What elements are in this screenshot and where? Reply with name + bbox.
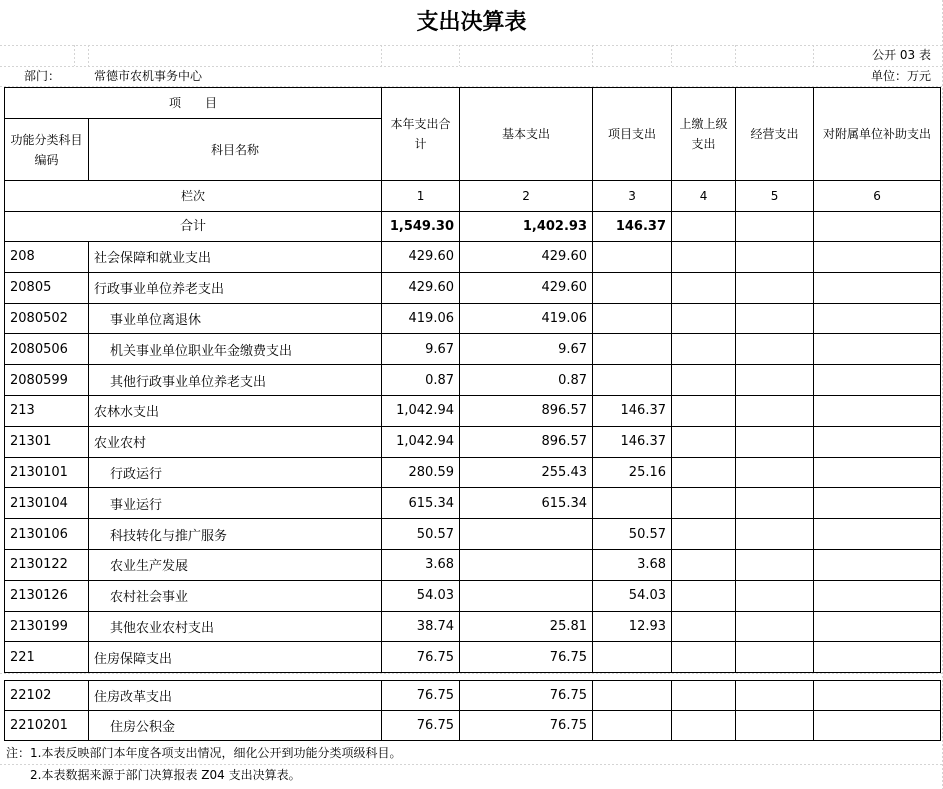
project-cell: 3.68 <box>593 549 672 580</box>
upper-cell <box>672 334 736 365</box>
basic-cell: 615.34 <box>460 488 593 519</box>
total-cell: 50.57 <box>382 519 460 550</box>
project-cell: 12.93 <box>593 611 672 642</box>
name-cell: 农业生产发展 <box>89 549 382 580</box>
col-num: 1 <box>382 181 460 212</box>
subsidy-cell <box>814 365 941 396</box>
project-cell <box>593 303 672 334</box>
business-cell <box>736 426 814 457</box>
basic-cell: 76.75 <box>460 711 593 741</box>
total-cell: 3.68 <box>382 549 460 580</box>
code-cell: 2130122 <box>5 549 89 580</box>
col-num: 6 <box>814 181 941 212</box>
code-cell: 20805 <box>5 272 89 303</box>
subsidy-header: 对附属单位补助支出 <box>814 88 941 181</box>
total-cell: 76.75 <box>382 711 460 741</box>
total-label: 合计 <box>5 212 382 242</box>
code-cell: 2130106 <box>5 519 89 550</box>
basic-cell: 419.06 <box>460 303 593 334</box>
name-cell: 住房改革支出 <box>89 681 382 711</box>
table-row <box>5 334 941 365</box>
name-cell: 行政运行 <box>89 457 382 488</box>
basic-cell <box>460 519 593 550</box>
project-cell: 146.37 <box>593 395 672 426</box>
basic-cell: 896.57 <box>460 395 593 426</box>
table-row <box>5 365 941 396</box>
name-cell: 农业农村 <box>89 426 382 457</box>
table-row <box>5 303 941 334</box>
basic-cell: 76.75 <box>460 642 593 673</box>
footnote-2: 2.本表数据来源于部门决算报表 Z04 支出决算表。 <box>6 768 301 782</box>
name-cell: 机关事业单位职业年金缴费支出 <box>89 334 382 365</box>
name-cell: 其他行政事业单位养老支出 <box>89 365 382 396</box>
table-row <box>5 395 941 426</box>
table-row <box>5 611 941 642</box>
name-cell: 事业单位离退休 <box>89 303 382 334</box>
project-cell <box>593 272 672 303</box>
business-cell <box>736 334 814 365</box>
project-cell: 25.16 <box>593 457 672 488</box>
total-cell: 615.34 <box>382 488 460 519</box>
upper-cell <box>672 519 736 550</box>
code-cell: 2130101 <box>5 457 89 488</box>
basic-cell: 9.67 <box>460 334 593 365</box>
name-cell: 农村社会事业 <box>89 580 382 611</box>
project-cell <box>593 642 672 673</box>
basic-header: 基本支出 <box>460 88 593 181</box>
upper-cell <box>672 457 736 488</box>
business-cell <box>736 642 814 673</box>
subsidy-cell <box>814 580 941 611</box>
business-cell <box>736 711 814 741</box>
subsidy-cell <box>814 242 941 273</box>
business-cell <box>736 580 814 611</box>
code-cell: 2080599 <box>5 365 89 396</box>
upper-cell <box>672 642 736 673</box>
name-cell: 住房保障支出 <box>89 642 382 673</box>
upper-value <box>672 212 736 242</box>
table-row <box>5 488 941 519</box>
table-row <box>5 242 941 273</box>
business-cell <box>736 395 814 426</box>
basic-cell: 255.43 <box>460 457 593 488</box>
name-cell: 社会保障和就业支出 <box>89 242 382 273</box>
total-cell: 1,042.94 <box>382 426 460 457</box>
unit-label: 单位：万元 <box>870 69 931 83</box>
table-row <box>5 457 941 488</box>
upper-cell <box>672 272 736 303</box>
dept-name: 常德市农机事务中心 <box>94 69 203 83</box>
project-value: 146.37 <box>593 212 672 242</box>
name-cell: 事业运行 <box>89 488 382 519</box>
code-cell: 2130126 <box>5 580 89 611</box>
basic-cell <box>460 549 593 580</box>
code-cell: 208 <box>5 242 89 273</box>
total-cell: 38.74 <box>382 611 460 642</box>
code-cell: 22102 <box>5 681 89 711</box>
total-cell: 419.06 <box>382 303 460 334</box>
subsidy-cell <box>814 426 941 457</box>
basic-cell: 429.60 <box>460 242 593 273</box>
business-cell <box>736 611 814 642</box>
upper-cell <box>672 395 736 426</box>
subsidy-cell <box>814 549 941 580</box>
business-cell <box>736 488 814 519</box>
item-header: 项 目 <box>5 88 382 119</box>
subsidy-cell <box>814 334 941 365</box>
table-row <box>5 642 941 673</box>
col-num: 4 <box>672 181 736 212</box>
name-cell: 其他农业农村支出 <box>89 611 382 642</box>
basic-value: 1,402.93 <box>460 212 593 242</box>
business-cell <box>736 519 814 550</box>
upper-cell <box>672 549 736 580</box>
business-cell <box>736 365 814 396</box>
table-row <box>5 519 941 550</box>
business-cell <box>736 242 814 273</box>
total-cell: 54.03 <box>382 580 460 611</box>
subsidy-cell <box>814 611 941 642</box>
subsidy-cell <box>814 711 941 741</box>
subsidy-cell <box>814 457 941 488</box>
code-cell: 213 <box>5 395 89 426</box>
name-cell: 住房公积金 <box>89 711 382 741</box>
total-value: 1,549.30 <box>382 212 460 242</box>
table-row <box>5 580 941 611</box>
project-cell: 50.57 <box>593 519 672 550</box>
business-cell <box>736 457 814 488</box>
table-row <box>5 426 941 457</box>
basic-cell: 76.75 <box>460 681 593 711</box>
code-cell: 21301 <box>5 426 89 457</box>
upper-header: 上缴上级支出 <box>672 88 736 181</box>
subsidy-cell <box>814 488 941 519</box>
table-row <box>5 549 941 580</box>
project-cell <box>593 488 672 519</box>
basic-cell: 25.81 <box>460 611 593 642</box>
dept-label: 部门： <box>24 69 61 83</box>
project-cell <box>593 711 672 741</box>
basic-cell <box>460 580 593 611</box>
basic-cell: 896.57 <box>460 426 593 457</box>
expenditure-table <box>4 87 941 673</box>
footnote-1: 注：1.本表反映部门本年度各项支出情况，细化公开到功能分类项级科目。 <box>6 746 402 760</box>
total-cell: 0.87 <box>382 365 460 396</box>
project-header: 项目支出 <box>593 88 672 181</box>
name-cell: 行政事业单位养老支出 <box>89 272 382 303</box>
code-cell: 221 <box>5 642 89 673</box>
project-cell: 54.03 <box>593 580 672 611</box>
total-cell: 9.67 <box>382 334 460 365</box>
project-cell <box>593 242 672 273</box>
total-cell: 280.59 <box>382 457 460 488</box>
project-cell <box>593 681 672 711</box>
basic-cell: 429.60 <box>460 272 593 303</box>
code-cell: 2080502 <box>5 303 89 334</box>
name-cell: 农林水支出 <box>89 395 382 426</box>
col-num: 5 <box>736 181 814 212</box>
upper-cell <box>672 303 736 334</box>
upper-cell <box>672 426 736 457</box>
name-cell: 科技转化与推广服务 <box>89 519 382 550</box>
subsidy-cell <box>814 272 941 303</box>
upper-cell <box>672 365 736 396</box>
col-num: 3 <box>593 181 672 212</box>
subsidy-cell <box>814 642 941 673</box>
name-header: 科目名称 <box>89 119 382 181</box>
report-title: 支出决算表 <box>416 9 527 35</box>
business-cell <box>736 549 814 580</box>
subsidy-cell <box>814 681 941 711</box>
table-row <box>5 681 941 711</box>
upper-cell <box>672 711 736 741</box>
table-row <box>5 272 941 303</box>
basic-cell: 0.87 <box>460 365 593 396</box>
upper-cell <box>672 488 736 519</box>
upper-cell <box>672 611 736 642</box>
project-cell: 146.37 <box>593 426 672 457</box>
total-cell: 76.75 <box>382 642 460 673</box>
total-header: 本年支出合计 <box>382 88 460 181</box>
upper-cell <box>672 681 736 711</box>
total-cell: 429.60 <box>382 242 460 273</box>
upper-cell <box>672 580 736 611</box>
code-cell: 2080506 <box>5 334 89 365</box>
project-cell <box>593 334 672 365</box>
business-cell <box>736 272 814 303</box>
code-cell: 2210201 <box>5 711 89 741</box>
subsidy-cell <box>814 395 941 426</box>
col-order-label: 栏次 <box>5 181 382 212</box>
business-cell <box>736 303 814 334</box>
form-code: 公开 03 表 <box>872 48 931 62</box>
code-header: 功能分类科目编码 <box>5 119 89 181</box>
col-num: 2 <box>460 181 593 212</box>
business-header: 经营支出 <box>736 88 814 181</box>
total-row <box>5 212 941 242</box>
code-cell: 2130104 <box>5 488 89 519</box>
subsidy-value <box>814 212 941 242</box>
table-row <box>5 711 941 741</box>
footnotes <box>6 742 401 786</box>
upper-cell <box>672 242 736 273</box>
subsidy-cell <box>814 519 941 550</box>
business-cell <box>736 681 814 711</box>
project-cell <box>593 365 672 396</box>
total-cell: 76.75 <box>382 681 460 711</box>
total-cell: 429.60 <box>382 272 460 303</box>
subsidy-cell <box>814 303 941 334</box>
code-cell: 2130199 <box>5 611 89 642</box>
business-value <box>736 212 814 242</box>
total-cell: 1,042.94 <box>382 395 460 426</box>
expenditure-table-continued <box>4 680 941 741</box>
